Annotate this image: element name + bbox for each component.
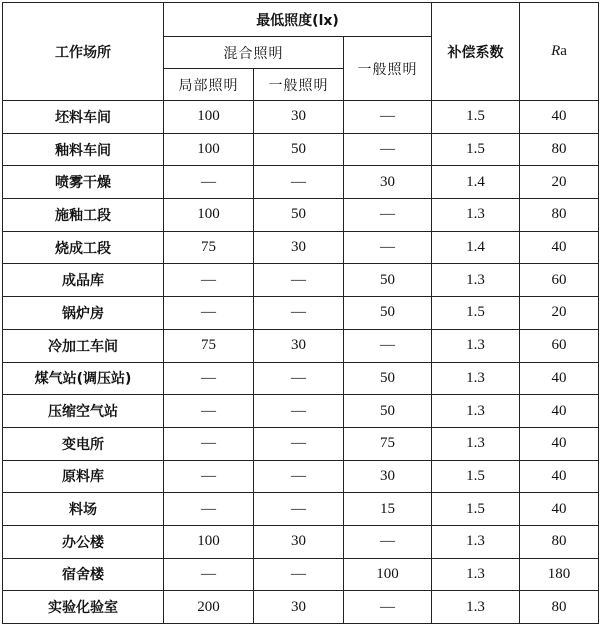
cell-compensation: 1.4 xyxy=(432,231,520,264)
cell-compensation: 1.4 xyxy=(432,166,520,199)
table-row xyxy=(3,493,599,526)
header-ra xyxy=(520,3,599,101)
cell-general-in-mixed: — xyxy=(254,264,344,297)
table-row xyxy=(3,166,599,199)
cell-ra: 40 xyxy=(520,362,599,395)
cell-ra: 40 xyxy=(520,493,599,526)
table-body xyxy=(3,101,599,624)
cell-ra: 20 xyxy=(520,166,599,199)
cell-place: 原料库 xyxy=(3,460,164,493)
cell-place: 喷雾干燥 xyxy=(3,166,164,199)
table-row xyxy=(3,591,599,624)
cell-ra: 20 xyxy=(520,297,599,330)
cell-local: — xyxy=(164,395,254,428)
cell-compensation: 1.3 xyxy=(432,199,520,232)
table-row xyxy=(3,362,599,395)
header-general-in-mixed: 一般照明 xyxy=(254,69,344,101)
cell-ra: 60 xyxy=(520,329,599,362)
cell-local: 100 xyxy=(164,199,254,232)
cell-general: 50 xyxy=(344,297,432,330)
cell-compensation: 1.5 xyxy=(432,297,520,330)
cell-compensation: 1.5 xyxy=(432,493,520,526)
cell-compensation: 1.3 xyxy=(432,525,520,558)
header-ra-rest: a xyxy=(560,43,567,59)
cell-place: 烧成工段 xyxy=(3,231,164,264)
table-row xyxy=(3,525,599,558)
cell-compensation: 1.5 xyxy=(432,133,520,166)
table-row xyxy=(3,395,599,428)
header-compensation: 补偿系数 xyxy=(432,3,520,101)
illuminance-table xyxy=(2,2,599,624)
header-mixed: 混合照明 xyxy=(164,37,344,69)
cell-general-in-mixed: — xyxy=(254,166,344,199)
cell-local: 75 xyxy=(164,329,254,362)
cell-place: 煤气站(调压站) xyxy=(3,362,164,395)
cell-local: 100 xyxy=(164,525,254,558)
cell-general-in-mixed: 30 xyxy=(254,525,344,558)
cell-general-in-mixed: — xyxy=(254,427,344,460)
cell-ra: 80 xyxy=(520,591,599,624)
cell-general: — xyxy=(344,329,432,362)
header-general: 一般照明 xyxy=(344,37,432,101)
cell-local: — xyxy=(164,460,254,493)
table-row xyxy=(3,297,599,330)
table-row xyxy=(3,199,599,232)
table-row xyxy=(3,460,599,493)
cell-general-in-mixed: 30 xyxy=(254,329,344,362)
cell-local: — xyxy=(164,493,254,526)
header-place: 工作场所 xyxy=(3,3,164,101)
cell-local: — xyxy=(164,264,254,297)
cell-general-in-mixed: — xyxy=(254,395,344,428)
cell-general: — xyxy=(344,133,432,166)
cell-local: 200 xyxy=(164,591,254,624)
cell-local: — xyxy=(164,558,254,591)
cell-compensation: 1.5 xyxy=(432,101,520,134)
cell-local: 100 xyxy=(164,101,254,134)
cell-place: 锅炉房 xyxy=(3,297,164,330)
cell-ra: 80 xyxy=(520,133,599,166)
cell-place: 坯料车间 xyxy=(3,101,164,134)
cell-ra: 40 xyxy=(520,427,599,460)
header-local: 局部照明 xyxy=(164,69,254,101)
cell-general-in-mixed: — xyxy=(254,558,344,591)
cell-compensation: 1.3 xyxy=(432,264,520,297)
table-row xyxy=(3,133,599,166)
cell-compensation: 1.3 xyxy=(432,362,520,395)
header-min-illuminance: 最低照度(lx) xyxy=(164,3,432,37)
cell-local: — xyxy=(164,362,254,395)
cell-compensation: 1.3 xyxy=(432,395,520,428)
cell-place: 成品库 xyxy=(3,264,164,297)
cell-general-in-mixed: 30 xyxy=(254,231,344,264)
cell-general: — xyxy=(344,199,432,232)
cell-place: 施釉工段 xyxy=(3,199,164,232)
cell-general: — xyxy=(344,591,432,624)
cell-general-in-mixed: — xyxy=(254,362,344,395)
cell-general-in-mixed: 50 xyxy=(254,133,344,166)
cell-local: — xyxy=(164,166,254,199)
cell-general: 30 xyxy=(344,166,432,199)
cell-local: — xyxy=(164,427,254,460)
cell-general: 15 xyxy=(344,493,432,526)
cell-general-in-mixed: 50 xyxy=(254,199,344,232)
cell-general: 30 xyxy=(344,460,432,493)
cell-general: — xyxy=(344,101,432,134)
cell-compensation: 1.3 xyxy=(432,427,520,460)
cell-ra: 80 xyxy=(520,525,599,558)
cell-general: — xyxy=(344,231,432,264)
cell-local: 75 xyxy=(164,231,254,264)
table-row xyxy=(3,101,599,134)
cell-place: 压缩空气站 xyxy=(3,395,164,428)
cell-compensation: 1.3 xyxy=(432,329,520,362)
cell-general-in-mixed: 30 xyxy=(254,101,344,134)
cell-general: — xyxy=(344,525,432,558)
cell-place: 宿舍楼 xyxy=(3,558,164,591)
cell-compensation: 1.3 xyxy=(432,558,520,591)
cell-local: — xyxy=(164,297,254,330)
cell-ra: 180 xyxy=(520,558,599,591)
cell-compensation: 1.3 xyxy=(432,591,520,624)
cell-place: 釉料车间 xyxy=(3,133,164,166)
header-ra-italic: R xyxy=(551,43,561,59)
cell-place: 料场 xyxy=(3,493,164,526)
cell-ra: 60 xyxy=(520,264,599,297)
cell-local: 100 xyxy=(164,133,254,166)
cell-general-in-mixed: 30 xyxy=(254,591,344,624)
cell-place: 冷加工车间 xyxy=(3,329,164,362)
cell-ra: 40 xyxy=(520,101,599,134)
cell-place: 实验化验室 xyxy=(3,591,164,624)
cell-general-in-mixed: — xyxy=(254,493,344,526)
cell-ra: 40 xyxy=(520,460,599,493)
cell-compensation: 1.5 xyxy=(432,460,520,493)
cell-ra: 80 xyxy=(520,199,599,232)
table-row xyxy=(3,231,599,264)
cell-general: 50 xyxy=(344,395,432,428)
table-row xyxy=(3,264,599,297)
cell-general-in-mixed: — xyxy=(254,460,344,493)
cell-ra: 40 xyxy=(520,231,599,264)
cell-general: 50 xyxy=(344,362,432,395)
cell-general: 75 xyxy=(344,427,432,460)
cell-place: 办公楼 xyxy=(3,525,164,558)
table-row xyxy=(3,558,599,591)
table-row xyxy=(3,329,599,362)
cell-ra: 40 xyxy=(520,395,599,428)
cell-place: 变电所 xyxy=(3,427,164,460)
cell-general: 50 xyxy=(344,264,432,297)
table-row xyxy=(3,427,599,460)
cell-general: 100 xyxy=(344,558,432,591)
cell-general-in-mixed: — xyxy=(254,297,344,330)
